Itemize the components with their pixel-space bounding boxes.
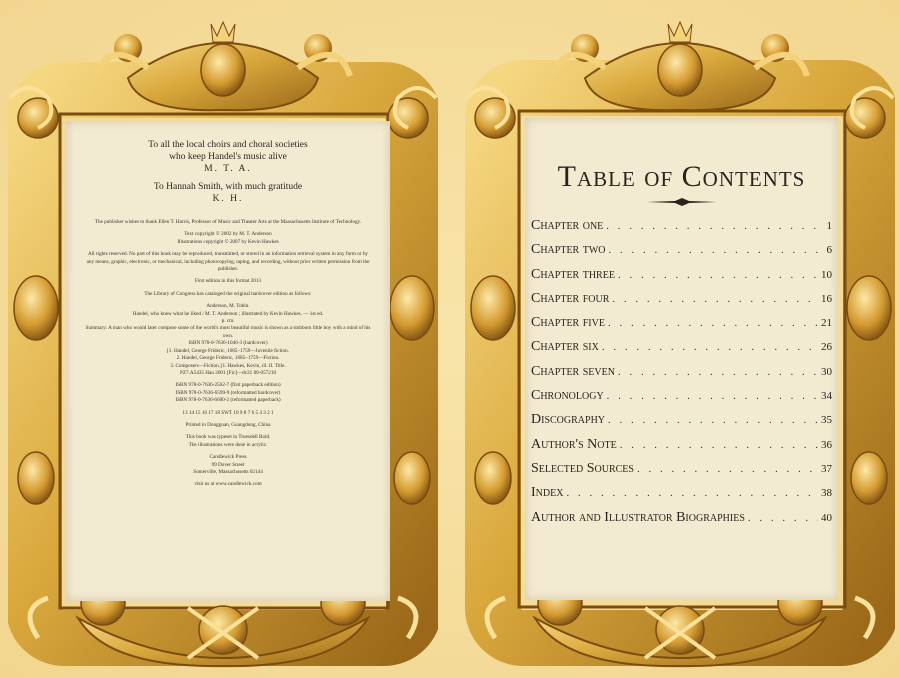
toc-entry-label: Selected Sources (531, 460, 634, 476)
leader-dots (606, 220, 823, 232)
leader-dots (637, 463, 818, 475)
toc-entry-label: Chapter two (531, 242, 606, 258)
toc-entry-label: Chronology (531, 388, 604, 404)
publisher-city: Somerville, Massachusetts 02144 (193, 468, 263, 475)
toc-entry[interactable] (531, 388, 832, 412)
toc-entry-label: Chapter seven (531, 363, 615, 379)
cip-subjects: [1. Handel, George Frideric, 1685–1759—Juvenile fiction. (167, 347, 289, 354)
toc-title: Table of Contents (557, 160, 806, 193)
copyright-notice (66, 219, 390, 489)
toc-list (525, 218, 838, 534)
toc-entry[interactable] (531, 291, 832, 315)
cip-isbn: ISBN 978-0-7636-1046-3 (hardcover) (188, 340, 268, 347)
leader-dots (602, 341, 818, 353)
isbn-line: ISBN 978-0-7636-6599-9 (reformatted hardcover) (175, 389, 281, 396)
toc-entry-label: Discography (531, 412, 606, 428)
toc-entry-label: Chapter three (531, 266, 615, 282)
toc-entry[interactable] (531, 339, 832, 363)
title-flourish (647, 198, 717, 206)
toc-entry-page: 40 (821, 511, 832, 524)
text-copyright: Text copyright © 2002 by M. T. Anderson (184, 231, 272, 238)
cip-subjects: 2. Handel, George Frideric, 1685–1759—Fiction. (176, 355, 280, 362)
leader-dots (607, 390, 818, 402)
dedication-line: who keep Handel's music alive (169, 152, 287, 162)
toc-entry-page: 34 (821, 390, 832, 403)
loc-text: The Library of Congress has cataloged the original hardcover edition as follows: (144, 290, 312, 297)
toc-entry-label: Author and Illustrator Biographies (531, 509, 745, 525)
toc-entry-label: Index (531, 485, 564, 501)
toc-entry[interactable] (531, 267, 832, 291)
leader-dots (608, 317, 818, 329)
toc-entry-page: 35 (821, 414, 832, 427)
toc-entry[interactable] (531, 412, 832, 436)
isbn-line: ISBN 978-0-7636-6600-2 (reformatted paperback) (175, 397, 281, 404)
isbn-line: ISBN 978-0-7636-2562-7 (first paperback edition) (175, 382, 281, 389)
illustration-copyright: Illustrations copyright © 2007 by Kevin Hawkes (177, 238, 279, 245)
toc-entry-page: 38 (821, 487, 832, 500)
toc-entry-label: Chapter five (531, 315, 605, 331)
toc-entry-label: Chapter one (531, 218, 604, 233)
cip-title: Handel, who knew what he liked / M. T. Anderson ; illustrated by Kevin Hawkes. — 1st ed. (132, 310, 324, 317)
toc-entry-page: 26 (821, 341, 832, 354)
dedication-line: To all the local choirs and choral societies (148, 140, 308, 150)
cip-subjects: 3. Composers—Fiction.] I. Hawkes, Kevin, ill. II. Title. (170, 362, 286, 369)
toc-entry-page: 36 (821, 438, 832, 451)
dedication-initials: K. H. (212, 194, 244, 204)
leader-dots (609, 244, 824, 256)
copyright-panel (66, 121, 390, 601)
toc-entry[interactable] (531, 437, 832, 461)
toc-entry[interactable] (531, 218, 832, 242)
leader-dots (618, 269, 818, 281)
toc-entry-label: Chapter six (531, 339, 599, 355)
toc-entry-page: 30 (821, 365, 832, 378)
toc-entry-page: 6 (826, 244, 832, 257)
cip-pages: p. cm. (221, 318, 235, 325)
toc-entry[interactable] (531, 242, 832, 266)
leader-dots (612, 293, 818, 305)
thanks-text: The publisher wishes to thank Ellen T. Harris, Professor of Music and Theater Arts at the Massachusetts Institute of Technology. (94, 219, 362, 225)
toc-entry-page: 1 (826, 220, 832, 232)
left-page (8, 18, 438, 668)
dedication (66, 121, 390, 205)
toc-entry[interactable] (531, 510, 832, 534)
toc-entry-page: 37 (821, 462, 832, 475)
leader-dots (620, 439, 818, 451)
toc-entry[interactable] (531, 315, 832, 339)
cip-author: Anderson, M. Tobin. (206, 303, 250, 310)
dedication-line: To Hannah Smith, with much gratitude (153, 182, 303, 192)
leader-dots (566, 487, 818, 499)
edition-text: First edition in this format 2013 (194, 278, 262, 285)
cip-class: PZ7.A5435 Han 2001 [Fic]—dc21 00-057210 (179, 369, 277, 376)
toc-entry[interactable] (531, 364, 832, 388)
printing-line: 13 14 15 16 17 18 SWT 10 9 8 7 6 5 4 3 2 1 (182, 409, 274, 416)
leader-dots (748, 512, 818, 524)
printed-in: Printed in Dongguan, Guangdong, China (185, 421, 271, 428)
toc-entry-page: 10 (821, 268, 832, 281)
leader-dots (618, 366, 818, 378)
website-text: visit us at www.candlewick.com (194, 481, 262, 488)
toc-entry-label: Author's Note (531, 436, 617, 452)
rights-text: All rights reserved. No part of this book may be reproduced, transmitted, or stored in an information retrieval system in any form or by any means, graphic, electronic, or mechanical, including photocopying, taping, and recording, without prior written permission from the publisher. (86, 251, 370, 273)
toc-entry-page: 16 (821, 292, 832, 305)
toc-entry-label: Chapter four (531, 290, 610, 306)
toc-entry[interactable] (531, 485, 832, 509)
publisher-street: 99 Dover Street (211, 461, 245, 468)
toc-entry-page: 21 (821, 317, 832, 330)
illustration-note: The illustrations were done in acrylic. (188, 441, 268, 448)
leader-dots (608, 414, 818, 426)
typeset-note: This book was typeset in Truesdell Bold. (185, 434, 271, 441)
dedication-initials: M. T. A. (204, 164, 252, 174)
publisher-name: Candlewick Press (209, 454, 247, 461)
toc-entry[interactable] (531, 461, 832, 485)
cip-summary: Summary: A man who would later compose some of the world's most beautiful music is shown as a stubborn little boy with a mind of his own. (85, 325, 371, 339)
toc-panel (525, 118, 838, 600)
right-page (465, 18, 895, 668)
